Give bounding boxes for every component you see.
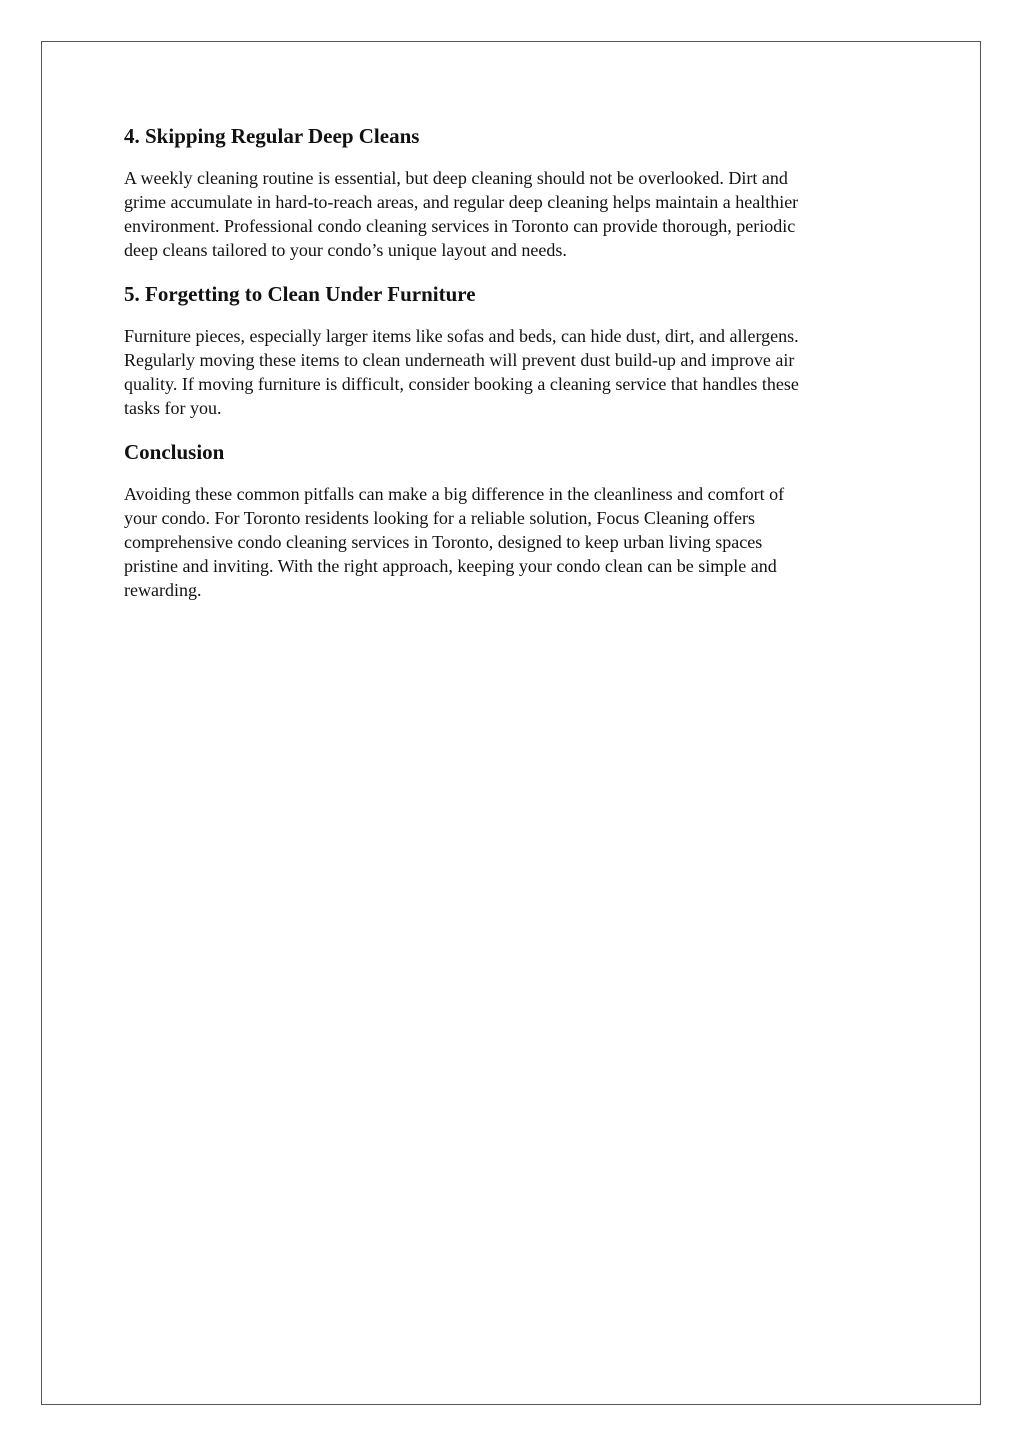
section-heading-conclusion: Conclusion [124,440,225,464]
text-line: quality. If moving furniture is difficult, consider booking a cleaning service that handles these [124,374,799,394]
text-line: A weekly cleaning routine is essential, but deep cleaning should not be overlooked. Dirt and [124,168,788,188]
text-line: Avoiding these common pitfalls can make a big difference in the cleanliness and comfort of [124,484,785,504]
text-line: your condo. For Toronto residents looking for a reliable solution, Focus Cleaning offers [124,508,755,528]
section-body-deep-cleans [124,166,904,262]
text-line: comprehensive condo cleaning services in Toronto, designed to keep urban living spaces [124,532,763,552]
section-heading-under-furniture: 5. Forgetting to Clean Under Furniture [124,282,476,306]
text-line: Furniture pieces, especially larger items like sofas and beds, can hide dust, dirt, and allergens. [124,326,799,346]
text-line: deep cleans tailored to your condo’s unique layout and needs. [124,240,567,260]
section-body-conclusion [124,482,904,602]
document-content [124,122,904,620]
text-line: grime accumulate in hard-to-reach areas, and regular deep cleaning helps maintain a healthier [124,192,799,212]
text-line: Regularly moving these items to clean underneath will prevent dust build-up and improve air [124,350,795,370]
section-heading-deep-cleans: 4. Skipping Regular Deep Cleans [124,124,420,148]
text-line: tasks for you. [124,398,222,418]
text-line: rewarding. [124,580,202,600]
section-body-under-furniture [124,324,904,420]
text-line: pristine and inviting. With the right approach, keeping your condo clean can be simple and [124,556,777,576]
text-line: environment. Professional condo cleaning services in Toronto can provide thorough, periodic [124,216,796,236]
